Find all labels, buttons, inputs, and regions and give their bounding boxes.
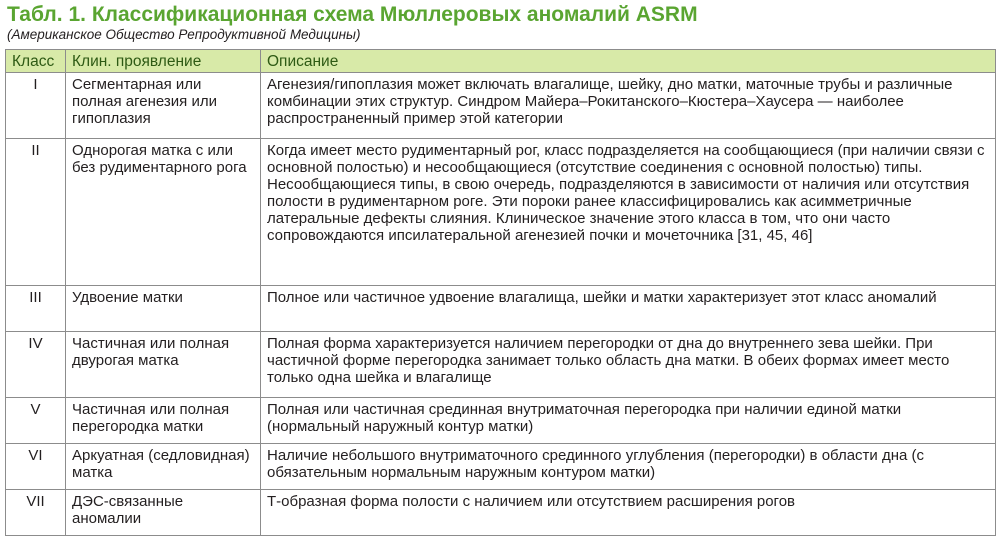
description-cell: Наличие небольшого внутриматочного срединного углубления (перегородки) в области дна (с обязательным нормальным наружным контуром матки) <box>261 444 996 490</box>
table-row <box>6 398 996 444</box>
classification-table <box>5 49 996 536</box>
manifestation-cell: Частичная или полная двурогая матка <box>66 332 261 398</box>
table-label: Табл. 1. <box>7 3 86 26</box>
table-title <box>7 3 1000 27</box>
description-cell: Т-образная форма полости с наличием или отсутствием расширения рогов <box>261 490 996 536</box>
table-row <box>6 332 996 398</box>
manifestation-cell: Удвоение матки <box>66 286 261 332</box>
table-row <box>6 73 996 139</box>
table-title-text: Классификационная схема Мюллеровых аномалий ASRM <box>91 3 698 26</box>
class-cell: II <box>6 139 66 286</box>
table-row <box>6 286 996 332</box>
class-cell: V <box>6 398 66 444</box>
table-subtitle: (Американское Общество Репродуктивной Медицины) <box>7 27 361 42</box>
header-row <box>6 50 996 73</box>
table-row <box>6 444 996 490</box>
manifestation-cell: Частичная или полная перегородка матки <box>66 398 261 444</box>
description-cell: Полная или частичная срединная внутриматочная перегородка при наличии единой матки (нормальный наружный контур матки) <box>261 398 996 444</box>
description-cell: Полная форма характеризуется наличием перегородки от дна до внутреннего зева шейки. При частичной форме перегородка занимает только область дна матки. В обеих формах имеет место только одна шейка и влагалище <box>261 332 996 398</box>
table-row <box>6 139 996 286</box>
class-cell: IV <box>6 332 66 398</box>
class-cell: VII <box>6 490 66 536</box>
header-manifestation: Клин. проявление <box>66 50 261 73</box>
manifestation-cell: Сегментарная или полная агенезия или гипоплазия <box>66 73 261 139</box>
manifestation-cell: Однорогая матка с или без рудиментарного рога <box>66 139 261 286</box>
class-cell: III <box>6 286 66 332</box>
manifestation-cell: Аркуатная (седловидная) матка <box>66 444 261 490</box>
description-cell: Когда имеет место рудиментарный рог, класс подразделяется на сообщающиеся (при наличии связи с основной полостью) и несообщающиеся (отсутствие соединения с основной полостью) типы. Несообщающиеся типы, в свою очередь, подразделяются в зависимости от наличия или отсутствия полости в рудиментарном роге. Эти пороки ранее классифицировались как асимметричные латеральные дефекты слияния. Клиническое значение этого класса в том, что они часто сопровождаются ипсилатеральной агенезией почки и мочеточника [31, 45, 46] <box>261 139 996 286</box>
description-cell: Агенезия/гипоплазия может включать влагалище, шейку, дно матки, маточные трубы и различные комбинации этих структур. Синдром Майера–Рокитанского–Кюстера–Хаусера — наиболее распространенный пример этой категории <box>261 73 996 139</box>
description-cell: Полное или частичное удвоение влагалища, шейки и матки характеризует этот класс аномалий <box>261 286 996 332</box>
manifestation-cell: ДЭС-связанные аномалии <box>66 490 261 536</box>
title-block <box>0 0 1000 44</box>
class-cell: VI <box>6 444 66 490</box>
header-class: Класс <box>6 50 66 73</box>
table-row <box>6 490 996 536</box>
header-description: Описание <box>261 50 996 73</box>
class-cell: I <box>6 73 66 139</box>
